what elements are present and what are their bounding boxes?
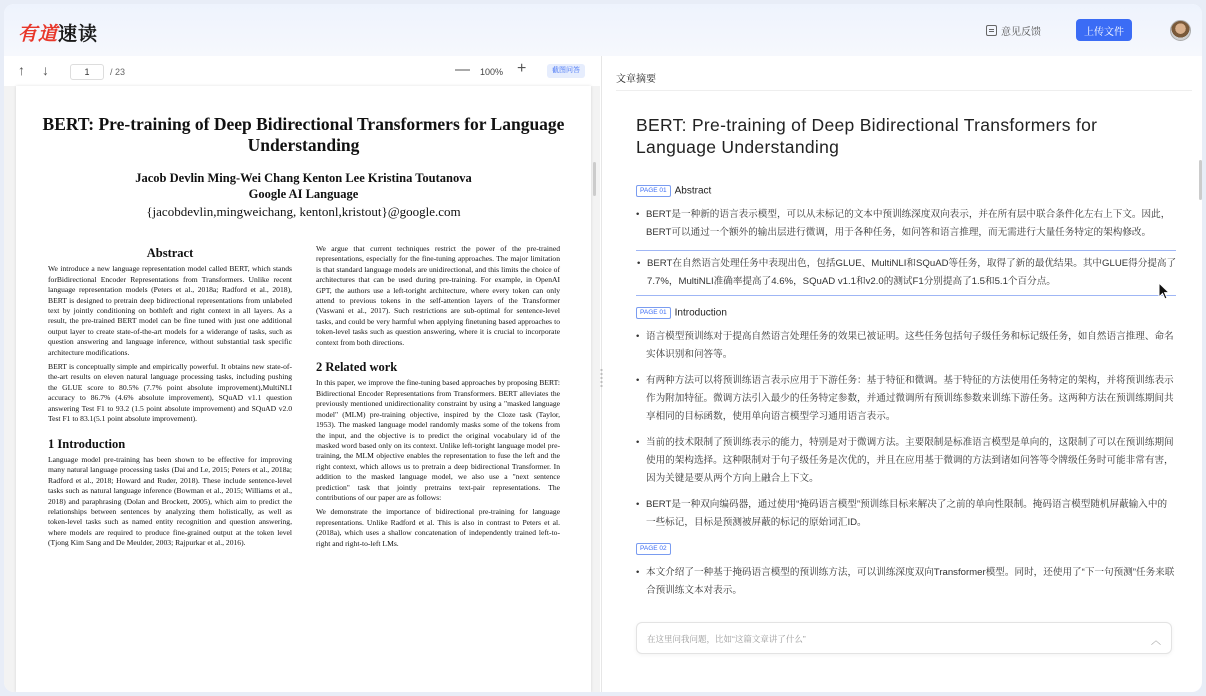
abstract-paragraph: We introduce a new language representation model called BERT, which stands forBidirectional Encoder Representations from Transformers. Unlike recent language representation models (Peters et al., 2018a; Radford et al., 2018), BERT is designed to pretrain deep bidirectional representations from unlabeled text by jointly conditioning on bothleft and right context in all layers. As a result, the pre-trained BERT model can be fine tuned with just one additional output layer to create state-of-the-art models for a widerange of tasks, such as question answering and language inference, without substantial task specific architecture modifications. <box>48 264 292 357</box>
tab-summary[interactable]: 文章摘要 <box>616 74 656 85</box>
zoom-in-icon[interactable]: + <box>517 60 527 77</box>
summary-content[interactable] <box>636 182 1176 612</box>
app-logo[interactable] <box>18 19 98 46</box>
pdf-scrollbar[interactable] <box>593 162 596 196</box>
page-tag[interactable]: PAGE 02 <box>636 543 671 555</box>
pdf-page <box>16 86 591 692</box>
top-header <box>4 4 1202 56</box>
paper-left-column <box>48 246 292 553</box>
zoom-out-icon[interactable]: — <box>455 61 470 78</box>
feedback-icon <box>986 25 997 36</box>
user-avatar[interactable] <box>1170 20 1191 41</box>
summary-bullet-highlighted[interactable]: • BERT在自然语言处理任务中表现出色，包括GLUE、MultiNLI和SQuAD等任务，取得了新的最优结果。其中GLUE得分提高了7.7%，MultiNLI准确率提高了4.6%，SQuAD v1.1和v2.0的测试F1分别提高了1.5和5.1个百分点。 <box>636 250 1176 296</box>
related-paragraph: We demonstrate the importance of bidirectional pre-training for language representations. Unlike Radford et al. This is also in contrast to Peters et al. (2018a), which uses a shallow concatenation of independently trained left-to-right and right-to-left LMs. <box>316 507 560 548</box>
summary-section-header <box>636 304 1176 320</box>
summary-panel <box>602 56 1202 692</box>
affiliation-line: Google AI Language <box>248 187 359 201</box>
summary-bullet[interactable]: • BERT是一种新的语言表示模型，可以从未标记的文本中预训练深度双向表示，并在所有层中联合条件化左右上下文。因此，BERT可以通过一个额外的输出层进行微调，用于各种任务，如问答和语言推理，而无需进行大量任务特定的架构修改。 <box>636 206 1176 242</box>
intro-paragraph: Language model pre-training has been shown to be effective for improving many natural language processing tasks (Dai and Le, 2015; Peters et al., 2018a; Radford et al., 2018; Howard and Ruder, 2018). These include sentence-level tasks such as natural language inference (Bowman et al., 2015; Williams et al., 2018) and paraphrasing (Dolan and Brockett, 2005), which aim to predict the relationships between sentences by analyzing them holistically, as well as token-level tasks such as named entity recognition and question answering, where models are required to produce fine-grained output at the token level (Tjong Kim Sang and De Meulder, 2003; Rajpurkar et al., 2016). <box>48 454 292 548</box>
feedback-button[interactable] <box>986 23 1041 38</box>
paper-authors <box>36 170 571 202</box>
page-number-input[interactable] <box>70 64 104 80</box>
screenshot-qa-button[interactable]: 截图问答 <box>547 64 585 78</box>
summary-bullet[interactable]: • 语言模型预训练对于提高自然语言处理任务的效果已被证明。这些任务包括句子级任务和标记级任务，如自然语言推理、命名实体识别和问答等。 <box>636 328 1176 364</box>
chevron-up-icon[interactable]: ︿ <box>1151 636 1161 647</box>
page-tag[interactable]: PAGE 01 <box>636 185 671 197</box>
feedback-label: 意见反馈 <box>1001 27 1041 38</box>
paper-title: BERT: Pre-training of Deep Bidirectional Transformers for Language Understanding <box>42 114 565 155</box>
tab-divider <box>616 90 1192 91</box>
page-tag[interactable]: PAGE 01 <box>636 307 671 319</box>
zoom-level: 100% <box>480 67 504 77</box>
section-label: Abstract <box>674 185 712 197</box>
app-window <box>4 4 1202 692</box>
ask-question-box[interactable] <box>636 622 1172 654</box>
viewer-toolbar <box>4 56 596 86</box>
pdf-viewer[interactable] <box>4 86 600 692</box>
summary-section-header <box>636 182 1176 198</box>
summary-bullet[interactable]: • 当前的技术限制了预训练表示的能力，特别是对于微调方法。主要限制是标准语言模型是单向的，这限制了可以在预训练期间使用的架构选择。这种限制对于句子级任务是次优的，并且在应用基于微调的方法到诸如问答等令牌级任务时可能非常有害，因为关键是要从两个方向上融合上下文。 <box>636 434 1176 488</box>
mouse-cursor-icon <box>1158 282 1170 300</box>
logo-brand: 有道 <box>18 23 59 45</box>
arrow-up-icon[interactable]: ↑ <box>18 62 25 78</box>
page-total: / 23 <box>110 67 126 77</box>
summary-title: BERT: Pre-training of Deep Bidirectional Transformers for Language Understanding <box>636 115 1098 157</box>
summary-bullet[interactable]: • BERT是一种双向编码器，通过使用“掩码语言模型”预训练目标来解决了之前的单向性限制。掩码语言模型随机屏蔽输入中的一些标记，目标是预测被屏蔽的标记的原始词汇ID。 <box>636 496 1176 532</box>
abstract-heading: Abstract <box>146 246 194 260</box>
ask-question-input[interactable] <box>647 631 1127 647</box>
summary-bullet[interactable]: • 有两种方法可以将预训练语言表示应用于下游任务：基于特征和微调。基于特征的方法使用任务特定的架构，并将预训练表示作为附加特征。微调方法引入最少的任务特定参数，并通过微调所有预训练参数来训练下游任务。这两种方法在预训练期间共享相同的目标函数，使用单向语言模型学习通用语言表示。 <box>636 372 1176 426</box>
summary-section-header <box>636 540 1176 556</box>
intro-heading: 1 Introduction <box>48 436 126 451</box>
upload-file-button[interactable]: 上传文件 <box>1076 19 1132 41</box>
paper-right-column <box>316 244 560 553</box>
abstract-paragraph: BERT is conceptually simple and empirically powerful. It obtains new state-of-the-art results on eleven natural language processing tasks, including pushing the GLUE score to 80.5% (7.7% point absolute improvement),MultiNLI accuracy to 86.7% (4.6% absolute improvement), SQuAD v1.1 question answering Test F1 to 93.2 (1.5 point absolute improvement) and SQuAD v2.0 Test F1 to 83.1(5.1 point absolute improvement). <box>48 362 292 424</box>
right-paragraph: We argue that current techniques restrict the power of the pre-trained representations, especially for the fine-tuning approaches. The major limitation is that standard language models are unidirectional, and this limits the choice of architectures that can be used during pre-training. For example, in OpenAI GPT, the authors use a left-toright architecture, where every token can only attend to previous tokens in the self-attention layers of the Transformer (Vaswani et al., 2017). Such restrictions are sub-optimal for sentence-level tasks, and could be very harmful when applying finetuning based approaches to token-level tasks such as question answering, where it is crucial to incorporate context from both directions. <box>316 244 560 347</box>
paper-email: {jacobdevlin,mingweichang, kentonl,kristout}@google.com <box>146 204 461 219</box>
arrow-down-icon[interactable]: ↓ <box>42 62 49 78</box>
summary-scrollbar[interactable] <box>1199 160 1202 200</box>
related-paragraph: In this paper, we improve the fine-tuning based approaches by proposing BERT: Bidirectional Encoder Representations from Transformers. BERT alleviates the previously mentioned unidirectionality constraint by using a "masked language model" (MLM) pre-training objective, inspired by the Cloze task (Taylor, 1953). The masked language model randomly masks some of the tokens from the input, and the objective is to predict the original vocabulary id of the masked word based only on its context. Unlike left-toright language model pre-training, the MLM objective enables the representation to fuse the left and the right context, which allows us to pretrain a deep bidirectional Transformer. In addition to the masked language model, we also use a "next sentence prediction" task that jointly pretrains text-pair representations. The contributions of our paper are as follows: <box>316 378 560 502</box>
related-heading: 2 Related work <box>316 360 398 375</box>
section-label: Introduction <box>674 307 727 319</box>
summary-bullet[interactable]: • 本文介绍了一种基于掩码语言模型的预训练方法，可以训练深度双向Transformer模型。同时，还使用了“下一句预测”任务来联合预训练文本对表示。 <box>636 564 1176 600</box>
logo-product: 速读 <box>58 23 99 45</box>
authors-line: Jacob Devlin Ming-Wei Chang Kenton Lee Kristina Toutanova <box>135 171 472 185</box>
